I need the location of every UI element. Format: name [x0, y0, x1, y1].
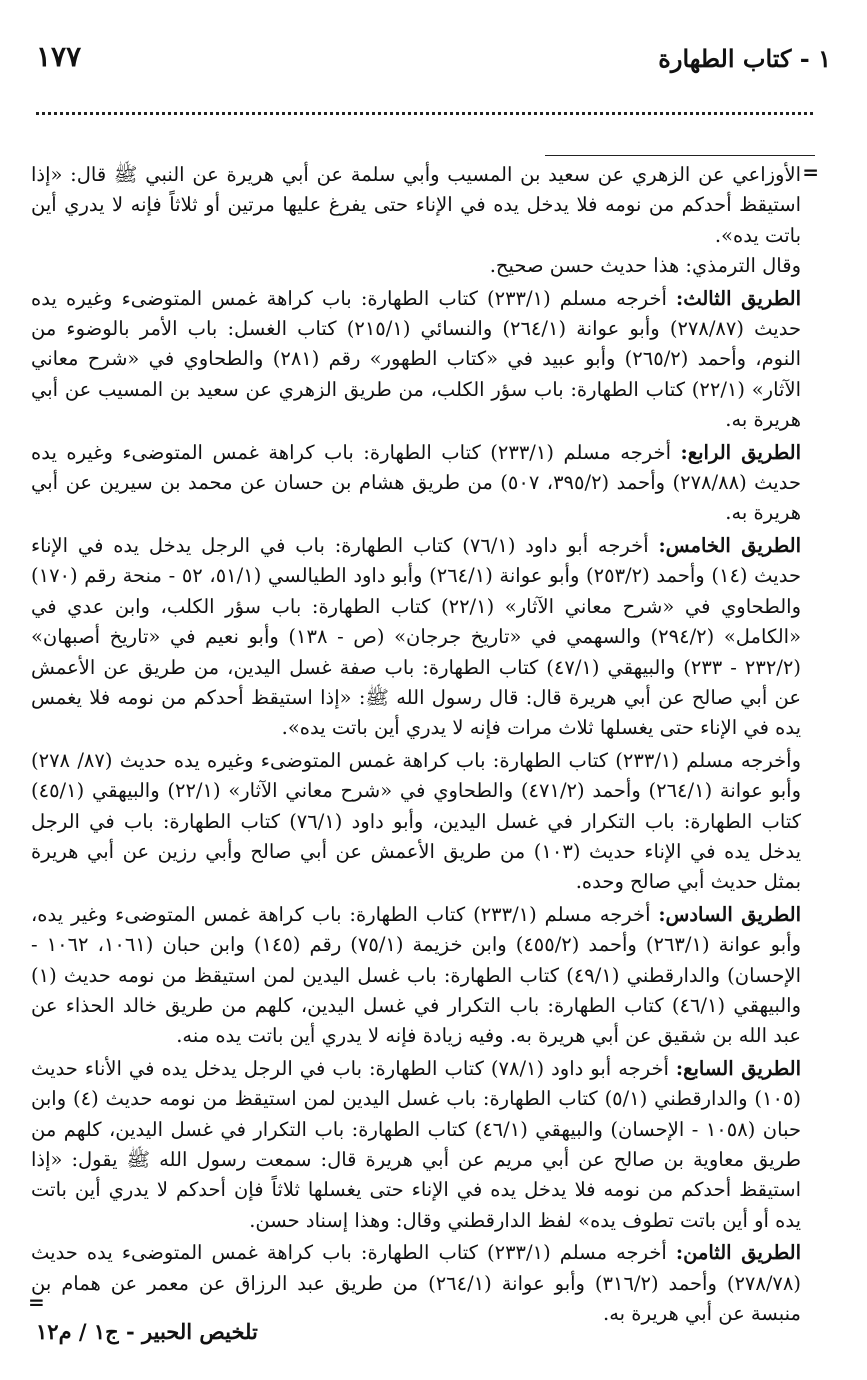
book-signature-footer: تلخيص الحبير - ج١ / م١٢	[36, 1319, 258, 1344]
route-label-sixth: الطريق السادس:	[658, 902, 801, 926]
paragraph-fourth-route	[31, 438, 801, 529]
paragraph-fifth-route	[31, 531, 801, 744]
route-text-fifth: أخرجه أبو داود (٧٦/١) كتاب الطهارة: باب في الرجل يدخل يده في الإناء حديث (١٤) وأحمد (٢٥٣/٢) وأبو عوانة (٢٦٤/١) وأبو داود الطيالسي (٥١/١، ٥٢ - منحة رقم (١٧٠) والطحاوي في «شرح معاني الآثار» (٢٢/١) كتاب الطهارة: باب سؤر الكلب، وابن عدي في «الكامل» (٢٩٤/٢) والسهمي في «تاريخ جرجان» (ص - ١٣٨) وأبو نعيم في «تاريخ أصبهان» (٢٣٢/٢ - ٢٣٣) والبيهقي (٤٧/١) كتاب الطهارة: باب صفة غسل اليدين، من طريق عن الأعمش عن أبي صالح عن أبي هريرة قال: قال رسول الله ﷺ: «إذا استيقظ أحدكم من نومه فلا يغمس يده في الإناء حتى يغسلها ثلاث مرات فإنه لا يدري أين باتت يده».	[31, 533, 802, 740]
route-text-third: أخرجه مسلم (٢٣٣/١) كتاب الطهارة: باب كراهة غمس المتوضىء وغيره يده حديث (٢٧٨/٨٧) وأبو عوانة (٢٦٤/١) والنسائي (٢١٥/١) كتاب الغسل: باب الأمر بالوضوء من النوم، وأحمد (٢٦٥/٢) وأبو عبيد في «كتاب الطهور» رقم (٢٨١) والطحاوي في «شرح معاني الآثار» (٢٢/١) كتاب الطهارة: باب سؤر الكلب، من طريق الزهري عن سعيد بن المسيب عن أبي هريرة به.	[31, 286, 802, 432]
route-label-third: الطريق الثالث:	[676, 286, 801, 310]
footnote-rule	[545, 155, 815, 156]
page-number: ١٧٧	[36, 40, 82, 73]
running-header	[36, 40, 831, 80]
chapter-title: ١ - كتاب الطهارة	[658, 44, 831, 73]
route-label-fourth: الطريق الرابع:	[680, 440, 801, 464]
paragraph-eighth-route	[31, 1238, 801, 1329]
continuation-mark-top: =	[802, 160, 819, 184]
paragraph-tirmidhi: وقال الترمذي: هذا حديث حسن صحيح.	[489, 254, 801, 278]
footnote-body	[31, 160, 801, 1329]
paragraph-sixth-route	[31, 900, 801, 1052]
paragraph-third-route	[31, 284, 801, 436]
route-text-seventh: أخرجه أبو داود (٧٨/١) كتاب الطهارة: باب في الرجل يدخل يده في الأناء حديث (١٠٥) والدارقطني (٥/١) كتاب الطهارة: باب غسل اليدين لمن استيقظ من نومه حديث (٤) وابن حبان (١٠٥٨ - الإحسان) والبيهقي (٤٦/١) كتاب الطهارة: باب التكرار في غسل اليدين، كلهم من طريق معاوية بن صالح عن أبي مريم عن أبي هريرة قال: سمعت رسول الله ﷺ يقول: «إذا استيقظ أحدكم من نومه فلا يدخل يده في الإناء حتى يغسلها ثلاثاً فإن أحدكم لا يدري أين باتت يده أو أين باتت تطوف يده» لفظ الدارقطني وقال: وهذا إسناد حسن.	[31, 1056, 802, 1232]
paragraph-awzai: الأوزاعي عن الزهري عن سعيد بن المسيب وأبي سلمة عن أبي هريرة عن النبي ﷺ قال: «إذا استيقظ أحدكم من نومه فلا يدخل يده في الإناء حتى يفرغ عليها مرتين أو ثلاثاً فإنه لا يدري أين باتت يده».	[31, 163, 801, 247]
route-text-sixth: أخرجه مسلم (٢٣٣/١) كتاب الطهارة: باب كراهة غمس المتوضىء وغير يده، وأبو عوانة (٢٦٣/١) وأحمد (٤٥٥/٢) وابن خزيمة (٧٥/١) رقم (١٤٥) وابن حبان (١٠٦١، ١٠٦٢ - الإحسان) والدارقطني (٤٩/١) كتاب الطهارة: باب غسل اليدين لمن استيقظ من نومه حديث (١) والبيهقي (٤٦/١) كتاب الطهارة: باب التكرار في غسل اليدين، كلهم من طريق خالد الحذاء عن عبد الله بن شقيق عن أبي هريرة به. وفيه زيادة فإنه لا يدري أين باتت يده منه.	[31, 902, 801, 1048]
paragraph-seventh-route	[31, 1054, 801, 1236]
dotted-separator	[36, 112, 813, 115]
route-text-eighth: أخرجه مسلم (٢٣٣/١) كتاب الطهارة: باب كراهة غمس المتوضىء يده حديث (٢٧٨/٧٨) وأحمد (٣١٦/٢) وأبو عوانة (٢٦٤/١) من طريق عبد الرزاق عن معمر عن همام بن منبسة عن أبي هريرة به.	[31, 1241, 801, 1326]
route-label-eighth: الطريق الثامن:	[675, 1241, 801, 1265]
continuation-mark-bottom: =	[28, 1290, 45, 1314]
route-label-fifth: الطريق الخامس:	[658, 533, 802, 557]
route-label-seventh: الطريق السابع:	[675, 1056, 801, 1080]
paragraph-muslim-additional: وأخرجه مسلم (٢٣٣/١) كتاب الطهارة: باب كراهة غمس المتوضىء وغيره يده حديث (٨٧/ ٢٧٨) وأبو عوانة (٢٦٤/١) وأحمد (٤٧١/٢) والطحاوي في «شرح معاني الآثار» (٢٢/١) والبيهقي (٤٥/١) كتاب الطهارة: باب التكرار في غسل اليدين، وأبو داود (٧٦/١) كتاب الطهارة: باب في الرجل يدخل يده في الإناء حديث (١٠٣) من طريق الأعمش عن أبي صالح وأبي رزين عن أبي هريرة بمثل حديث أبي صالح وحده.	[31, 748, 802, 894]
route-text-fourth: أخرجه مسلم (٢٣٣/١) كتاب الطهارة: باب كراهة غمس المتوضىء وغيره يده حديث (٢٧٨/٨٨) وأحمد (٣٩٥/٢، ٥٠٧) من طريق هشام بن حسان عن محمد بن سيرين عن أبي هريرة به.	[31, 440, 802, 525]
